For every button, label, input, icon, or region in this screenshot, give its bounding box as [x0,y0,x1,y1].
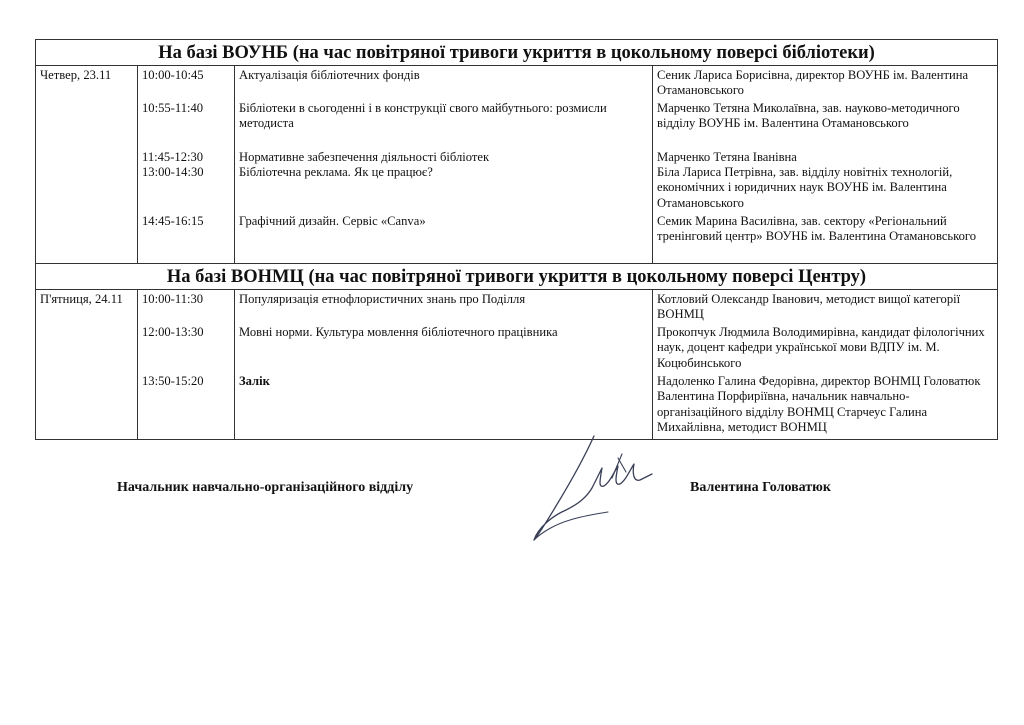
session-speaker: Марченко Тетяна Іванівна [657,150,797,164]
session-speaker: Котловий Олександр Іванович, методист вищої категорії ВОНМЦ [657,292,961,322]
time-column [138,290,235,440]
session-time: 10:55-11:40 [142,101,204,115]
signoff-name: Валентина Головатюк [690,480,831,495]
session-topic: Нормативне забезпечення діяльності бібліотек [239,150,490,164]
session-speaker: Сеник Лариса Борисівна, директор ВОУНБ ім. Валентина Отамановського [657,68,969,98]
topic-column [235,290,653,440]
day-block-friday [36,290,998,440]
session-topic: Актуалізація бібліотечних фондів [239,68,420,82]
session-time: 14:45-16:15 [142,214,204,228]
day-cell: Четвер, 23.11 [36,66,138,264]
session-time: 13:00-14:30 [142,165,204,179]
day-cell: П'ятниця, 24.11 [36,290,138,440]
session-time: 10:00-11:30 [142,292,204,306]
session-time: 12:00-13:30 [142,325,204,339]
schedule-table [35,39,998,440]
session-speaker: Марченко Тетяна Миколаївна, зав. науково-методичного відділу ВОУНБ ім. Валентина Отамановського [657,101,960,131]
speaker-column [653,66,998,264]
session-time: 11:45-12:30 [142,150,204,164]
section-title: На базі ВОНМЦ (на час повітряної тривоги укриття в цокольному поверсі Центру) [36,264,998,290]
session-topic: Бібліотечна реклама. Як це працює? [239,165,433,179]
day-block-thursday [36,66,998,264]
section-header-vounb [36,40,998,66]
session-speaker: Семик Марина Василівна, зав. сектору «Регіональний тренінговий центр» ВОУНБ ім. Валентина Отамановського [657,214,977,244]
speaker-column [653,290,998,440]
session-speaker: Прокопчук Людмила Володимирівна, кандидат філологічних наук, доцент кафедри української мови ВДПУ ім. М. Коцюбинського [657,325,985,370]
session-time: 13:50-15:20 [142,374,204,388]
session-time: 10:00-10:45 [142,68,204,82]
section-title: На базі ВОУНБ (на час повітряної тривоги укриття в цокольному поверсі бібліотеки) [36,40,998,66]
time-column [138,66,235,264]
schedule-sheet [35,39,997,440]
session-topic: Графічний дизайн. Сервіс «Canva» [239,214,426,228]
session-topic: Бібліотеки в сьогоденні і в конструкції свого майбутнього: розмисли методиста [239,101,607,131]
session-speaker: Біла Лариса Петрівна, зав. відділу новітніх технологій, економічних і юридичних наук ВОУНБ ім. Валентина Отамановського [657,165,953,210]
session-topic: Мовні норми. Культура мовлення бібліотечного працівника [239,325,558,339]
topic-column [235,66,653,264]
session-speaker: Надоленко Галина Федорівна, директор ВОНМЦ Головатюк Валентина Порфиріївна, начальник навчально-організаційного відділу ВОНМЦ Старчеус Галина Михайлівна, методист ВОНМЦ [657,374,981,434]
signoff-position: Начальник навчально-організаційного відділу [117,480,414,495]
session-topic: Популяризація етнофлористичних знань про Поділля [239,292,526,306]
section-header-vonmc [36,264,998,290]
handwritten-signature [522,428,662,548]
session-topic: Залік [239,374,270,388]
